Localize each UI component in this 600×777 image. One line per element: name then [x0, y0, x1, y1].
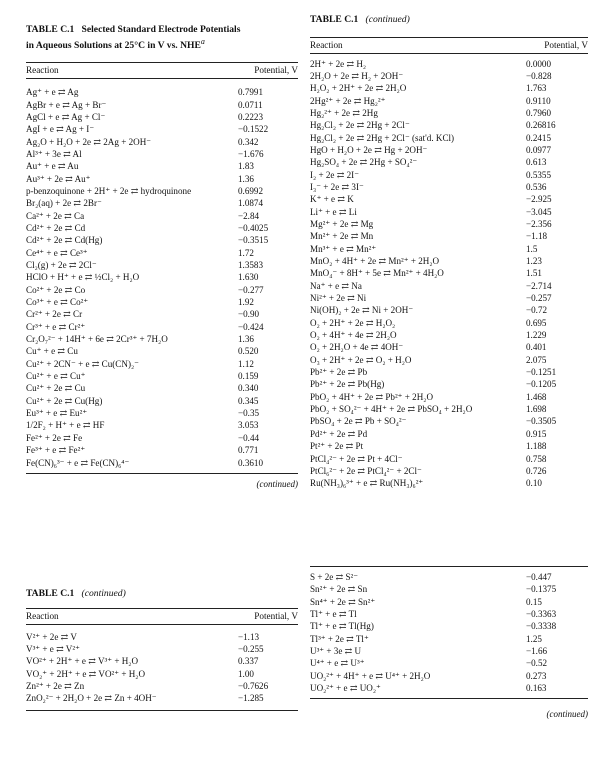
potential-cell: 1.83 [238, 161, 254, 172]
reaction-cell: Mn³⁺ + e ⇄ Mn²⁺ [310, 243, 377, 254]
potential-cell: 1.468 [526, 391, 547, 402]
table-row [310, 329, 588, 341]
potential-cell: −0.90 [238, 309, 260, 320]
table-row [310, 583, 588, 595]
header-reaction: Reaction [26, 65, 59, 76]
table-row [310, 95, 588, 107]
reaction-cell: Ag₂O + H₂O + 2e ⇄ 2Ag + 2OH⁻ [26, 136, 152, 147]
table-row [310, 354, 588, 366]
potential-cell: 1.3583 [238, 260, 264, 270]
potential-cell: 1.51 [526, 268, 542, 279]
table-row [26, 432, 298, 444]
table-row [26, 321, 298, 333]
potential-cell: 1.188 [526, 441, 547, 452]
potential-cell: 2.075 [526, 354, 547, 365]
reaction-cell: U⁴⁺ + e ⇄ U³⁺ [310, 658, 365, 669]
reaction-cell: Sn⁴⁺ + 2e ⇄ Sn²⁺ [310, 596, 376, 607]
potential-cell: −2.84 [238, 210, 260, 221]
reaction-cell: 2H₂O + 2e ⇄ H₂ + 2OH⁻ [310, 70, 404, 81]
reaction-cell: Au⁺ + e ⇄ Au [26, 161, 79, 172]
reaction-cell: V³⁺ + e ⇄ V²⁺ [26, 643, 80, 654]
potential-cell: −0.1522 [238, 124, 269, 135]
potential-cell: 0.2223 [238, 111, 264, 122]
potential-cell: 0.273 [526, 670, 547, 681]
reaction-cell: 2Hg²⁺ + 2e ⇄ Hg₂²⁺ [310, 95, 386, 106]
caption-label: TABLE C.1 [26, 24, 75, 35]
reaction-cell: Mg²⁺ + 2e ⇄ Mg [310, 218, 374, 229]
reaction-cell: AgCl + e ⇄ Ag + Cl⁻ [26, 111, 106, 122]
table-c1-continued-right [310, 14, 588, 490]
reaction-cell: PbSO₄ + 2e ⇄ Pb + SO₄²⁻ [310, 416, 407, 427]
table-row [310, 230, 588, 242]
potential-cell: 1.36 [238, 173, 254, 184]
potential-cell: 0.6992 [238, 185, 264, 196]
table-row [310, 366, 588, 378]
potential-cell: −0.3338 [526, 621, 557, 632]
table-row [310, 403, 588, 415]
reaction-cell: Fe³⁺ + e ⇄ Fe²⁺ [26, 445, 86, 456]
potential-cell: 0.345 [238, 395, 259, 406]
reaction-cell: Cr²⁺ + 2e ⇄ Cr [26, 309, 83, 320]
potential-cell: −0.44 [238, 432, 260, 443]
potential-cell: −0.35 [238, 408, 260, 419]
table-bottom-rule [310, 698, 588, 699]
potential-cell: −0.52 [526, 658, 548, 669]
reaction-cell: Ag⁺ + e ⇄ Ag [26, 87, 79, 98]
potential-cell: −2.714 [526, 280, 552, 291]
potential-cell: −1.285 [238, 693, 264, 704]
potential-cell: 0.337 [238, 656, 259, 667]
reaction-cell: ZnO₂²⁻ + 2H₂O + 2e ⇄ Zn + 4OH⁻ [26, 693, 157, 704]
reaction-cell: MnO₂ + 4H⁺ + 2e ⇄ Mn²⁺ + 2H₂O [310, 256, 440, 266]
table-row [310, 571, 588, 583]
reaction-cell: Eu³⁺ + e ⇄ Eu²⁺ [26, 408, 88, 419]
table-row [310, 391, 588, 403]
table-row [26, 296, 298, 308]
potential-cell: −2.925 [526, 194, 552, 205]
potential-cell: −0.1205 [526, 379, 557, 390]
table-row [310, 596, 588, 608]
reaction-cell: Tl⁺ + e ⇄ Tl(Hg) [310, 621, 374, 632]
potential-cell: 0.2415 [526, 132, 552, 143]
reaction-cell: S + 2e ⇄ S²⁻ [310, 572, 359, 582]
table-row [310, 243, 588, 255]
reaction-cell: VO²⁺ + 2H⁺ + e ⇄ V³⁺ + H₂O [26, 656, 139, 667]
header-potential: Potential, V [254, 610, 298, 621]
potential-cell: −1.18 [526, 231, 548, 242]
reaction-cell: Hg₂Cl₂ + 2e ⇄ 2Hg + 2Cl⁻ [310, 120, 410, 131]
header-potential: Potential, V [254, 65, 298, 76]
reaction-cell: O₂ + 2H₂O + 4e ⇄ 4OH⁻ [310, 342, 404, 353]
potential-cell: −0.424 [238, 321, 264, 332]
table-row [26, 123, 298, 135]
caption-continued: (continued) [81, 588, 126, 599]
reaction-cell: Cu²⁺ + 2CN⁻ + e ⇄ Cu(CN)₂⁻ [26, 358, 139, 369]
potential-cell: 1.00 [238, 668, 254, 679]
table-row [310, 304, 588, 316]
table-row [310, 608, 588, 620]
reaction-cell: Cu²⁺ + 2e ⇄ Cu(Hg) [26, 395, 103, 406]
potential-cell: 1.630 [238, 272, 259, 283]
table-row [310, 107, 588, 119]
table-row [310, 267, 588, 279]
table-body [310, 58, 588, 490]
potential-cell: 0.10 [526, 478, 542, 489]
table-row [310, 453, 588, 465]
table-row [310, 132, 588, 144]
reaction-cell: V²⁺ + 2e ⇄ V [26, 631, 77, 642]
potential-cell: 0.613 [526, 157, 547, 168]
reaction-cell: Cr₂O₇²⁻ + 14H⁺ + 6e ⇄ 2Cr³⁺ + 7H₂O [26, 334, 168, 345]
reaction-cell: Cu²⁺ + e ⇄ Cu⁺ [26, 371, 86, 382]
table-row [26, 692, 298, 704]
table-body [26, 86, 298, 469]
reaction-cell: Hg₂SO₄ + 2e ⇄ 2Hg + SO₄²⁻ [310, 157, 418, 168]
potential-cell: 1.229 [526, 330, 547, 341]
potential-cell: 1.36 [238, 334, 254, 345]
reaction-cell: p-benzoquinone + 2H⁺ + 2e ⇄ hydroquinone [26, 185, 192, 196]
reaction-cell: HgO + H₂O + 2e ⇄ Hg + 2OH⁻ [310, 144, 428, 155]
reaction-cell: Cd²⁺ + 2e ⇄ Cd [26, 222, 86, 233]
potential-cell: 0.15 [526, 596, 542, 607]
table-row [26, 173, 298, 185]
potential-cell: 0.520 [238, 346, 259, 357]
potential-cell: 0.771 [238, 445, 259, 456]
table-row [26, 407, 298, 419]
table-row [26, 136, 298, 148]
potential-cell: 0.3610 [238, 457, 264, 468]
potential-cell: −2.356 [526, 218, 552, 229]
table-caption [26, 24, 298, 51]
table-header [310, 37, 588, 54]
reaction-cell: Hg₂²⁺ + 2e ⇄ 2Hg [310, 107, 378, 118]
table-row [310, 292, 588, 304]
table-row [310, 645, 588, 657]
continued-note: (continued) [546, 709, 588, 720]
potential-cell: 0.0711 [238, 99, 263, 110]
reaction-cell: H₂O₂ + 2H⁺ + 2e ⇄ 2H₂O [310, 83, 407, 94]
table-row [26, 271, 298, 283]
potential-cell: −0.3363 [526, 609, 557, 620]
table-row [310, 70, 588, 82]
table-row [26, 160, 298, 172]
table-caption [26, 588, 298, 600]
reaction-cell: Ni(OH)₂ + 2e ⇄ Ni + 2OH⁻ [310, 305, 414, 316]
potential-cell: 0.5355 [526, 169, 552, 180]
table-caption [310, 14, 588, 26]
table-header [26, 608, 298, 625]
table-row [26, 395, 298, 407]
reaction-cell: O₃ + 2H⁺ + 2e ⇄ O₂ + H₂O [310, 354, 412, 365]
reaction-cell: Tl³⁺ + 2e ⇄ Tl⁺ [310, 633, 369, 644]
reaction-cell: 1/2F₂ + H⁺ + e ⇄ HF [26, 420, 105, 431]
potential-cell: 0.726 [526, 465, 547, 476]
table-row [310, 144, 588, 156]
table-row [26, 234, 298, 246]
caption-label: TABLE C.1 [310, 14, 359, 25]
table-row [310, 620, 588, 632]
table-row [26, 655, 298, 667]
reaction-cell: O₂ + 4H⁺ + 4e ⇄ 2H₂O [310, 330, 397, 341]
potential-cell: 1.12 [238, 358, 254, 369]
table-row [26, 370, 298, 382]
header-reaction: Reaction [310, 39, 343, 50]
potential-cell: 1.92 [238, 297, 254, 308]
table-bottom-rule [26, 473, 298, 474]
table-row [310, 440, 588, 452]
table-row [26, 419, 298, 431]
reaction-cell: Ca²⁺ + 2e ⇄ Ca [26, 210, 85, 221]
reaction-cell: Fe²⁺ + 2e ⇄ Fe [26, 432, 83, 443]
reaction-cell: K⁺ + e ⇄ K [310, 194, 354, 205]
reaction-cell: Pb²⁺ + 2e ⇄ Pb(Hg) [310, 379, 385, 390]
table-row [26, 259, 298, 271]
potential-cell: 0.915 [526, 428, 547, 439]
reaction-cell: Mn²⁺ + 2e ⇄ Mn [310, 231, 374, 242]
reaction-cell: I₂ + 2e ⇄ 2I⁻ [310, 169, 359, 180]
reaction-cell: UO₂²⁺ + e ⇄ UO₂⁺ [310, 683, 381, 694]
reaction-cell: PtCl₄²⁻ + 2e ⇄ Pt + 4Cl⁻ [310, 453, 403, 464]
table-row [310, 428, 588, 440]
table-row [26, 631, 298, 643]
potential-cell: 0.342 [238, 136, 259, 147]
potential-cell: −1.13 [238, 631, 260, 642]
table-header [26, 62, 298, 79]
reaction-cell: Cl₂(g) + 2e ⇄ 2Cl⁻ [26, 260, 97, 270]
table-row [26, 668, 298, 680]
reaction-cell: Cr³⁺ + e ⇄ Cr²⁺ [26, 321, 86, 332]
reaction-cell: Sn²⁺ + 2e ⇄ Sn [310, 584, 368, 595]
table-row [310, 193, 588, 205]
table-row [310, 255, 588, 267]
table-body [26, 631, 298, 705]
potential-cell: 0.758 [526, 453, 547, 464]
potential-cell: 0.26816 [526, 120, 556, 131]
potential-cell: 0.9110 [526, 95, 551, 106]
table-row [26, 444, 298, 456]
potential-cell: −0.7626 [238, 680, 269, 691]
potential-cell: −0.255 [238, 643, 264, 654]
table-row [310, 682, 588, 694]
potential-cell: 0.536 [526, 181, 547, 192]
table-row [26, 345, 298, 357]
reaction-cell: Ce⁴⁺ + e ⇄ Ce³⁺ [26, 247, 88, 258]
table-row [310, 169, 588, 181]
reaction-cell: Co²⁺ + 2e ⇄ Co [26, 284, 86, 295]
potential-cell: 0.7991 [238, 87, 264, 98]
potential-cell: 0.695 [526, 317, 547, 328]
table-row [26, 333, 298, 345]
potential-cell: −0.828 [526, 70, 552, 81]
reaction-cell: Ru(NH₃)₆³⁺ + e ⇄ Ru(NH₃)₆²⁺ [310, 478, 424, 489]
continued-note: (continued) [256, 478, 298, 489]
potential-cell: 0.340 [238, 383, 259, 394]
table-row [26, 197, 298, 209]
potential-cell: −0.3515 [238, 235, 269, 246]
potential-cell: −0.447 [526, 572, 552, 582]
table-row [310, 633, 588, 645]
table-top-rule [310, 566, 588, 567]
reaction-cell: Co³⁺ + e ⇄ Co²⁺ [26, 297, 89, 308]
table-row [310, 415, 588, 427]
reaction-cell: AgBr + e ⇄ Ag + Br⁻ [26, 99, 107, 110]
table-row [310, 280, 588, 292]
table-row [310, 181, 588, 193]
reaction-cell: 2H⁺ + 2e ⇄ H₂ [310, 58, 367, 69]
potential-cell: −0.4025 [238, 222, 269, 233]
table-row [26, 111, 298, 123]
caption-title-line1: Selected Standard Electrode Potentials [81, 24, 241, 35]
table-row [26, 99, 298, 111]
table-row [310, 657, 588, 669]
reaction-cell: PtCl₆²⁻ + 2e ⇄ PtCl₄²⁻ + 2Cl⁻ [310, 465, 422, 476]
potential-cell: −0.257 [526, 293, 552, 304]
reaction-cell: Zn²⁺ + 2e ⇄ Zn [26, 680, 85, 691]
table-bottom-rule [26, 710, 298, 711]
reaction-cell: Hg₂Cl₂ + 2e ⇄ 2Hg + 2Cl⁻ (sat'd. KCl) [310, 132, 455, 143]
table-row [26, 643, 298, 655]
table-row [26, 358, 298, 370]
table-row [26, 680, 298, 692]
potential-cell: 0.0977 [526, 144, 552, 155]
reaction-cell: Fe(CN)₆³⁻ + e ⇄ Fe(CN)₆⁴⁻ [26, 457, 130, 468]
table-c1-continued-right-2 [310, 566, 588, 719]
table-row [26, 222, 298, 234]
reaction-cell: Cu⁺ + e ⇄ Cu [26, 346, 78, 357]
header-potential: Potential, V [544, 39, 588, 50]
reaction-cell: Pt²⁺ + 2e ⇄ Pt [310, 441, 364, 452]
table-row [26, 382, 298, 394]
table-row [26, 284, 298, 296]
reaction-cell: Li⁺ + e ⇄ Li [310, 206, 357, 217]
header-reaction: Reaction [26, 610, 59, 621]
potential-cell: −0.1375 [526, 584, 557, 595]
potential-cell: 0.0000 [526, 58, 552, 69]
reaction-cell: Na⁺ + e ⇄ Na [310, 280, 362, 291]
potential-cell: 1.698 [526, 404, 547, 415]
potential-cell: −0.3505 [526, 416, 557, 427]
table-row [26, 308, 298, 320]
table-row [26, 247, 298, 259]
reaction-cell: Br₂(aq) + 2e ⇄ 2Br⁻ [26, 198, 102, 209]
table-row [310, 82, 588, 94]
table-row [310, 378, 588, 390]
table-row [310, 465, 588, 477]
potential-cell: 0.163 [526, 683, 547, 694]
table-row [310, 477, 588, 489]
reaction-cell: HClO + H⁺ + e ⇄ ½Cl₂ + H₂O [26, 272, 140, 283]
reaction-cell: Cd²⁺ + 2e ⇄ Cd(Hg) [26, 235, 103, 246]
potential-cell: −3.045 [526, 206, 552, 217]
table-row [26, 148, 298, 160]
reaction-cell: PbO₂ + 4H⁺ + 2e ⇄ Pb²⁺ + 2H₂O [310, 391, 434, 402]
reaction-cell: O₂ + 2H⁺ + 2e ⇄ H₂O₂ [310, 317, 396, 328]
table-row [26, 86, 298, 98]
table-row [26, 185, 298, 197]
potential-cell: 1.23 [526, 256, 542, 266]
caption-label: TABLE C.1 [26, 588, 75, 599]
caption-title-line2: in Aqueous Solutions at 25°C in V vs. NHE [26, 39, 201, 51]
potential-cell: 1.763 [526, 83, 547, 94]
reaction-cell: Al³⁺ + 3e ⇄ Al [26, 148, 82, 159]
potential-cell: 1.72 [238, 247, 254, 258]
potential-cell: 1.5 [526, 243, 538, 254]
reaction-cell: Ni²⁺ + 2e ⇄ Ni [310, 293, 367, 304]
table-row [310, 341, 588, 353]
potential-cell: 0.159 [238, 371, 259, 382]
potential-cell: −0.277 [238, 284, 264, 295]
potential-cell: 1.0874 [238, 198, 264, 209]
caption-continued: (continued) [365, 14, 410, 25]
reaction-cell: UO₂²⁺ + 4H⁺ + e ⇄ U⁴⁺ + 2H₂O [310, 670, 431, 681]
reaction-cell: Pb²⁺ + 2e ⇄ Pb [310, 367, 368, 378]
caption-footnote-mark: a [200, 36, 205, 46]
reaction-cell: AgI + e ⇄ Ag + I⁻ [26, 124, 95, 135]
table-row [310, 317, 588, 329]
potential-cell: −1.676 [238, 148, 264, 159]
table-row [26, 457, 298, 469]
reaction-cell: Tl⁺ + e ⇄ Tl [310, 609, 357, 620]
potential-cell: −1.66 [526, 646, 548, 657]
potential-cell: 3.053 [238, 420, 259, 431]
table-c1-continued-left [26, 588, 298, 711]
table-row [310, 670, 588, 682]
table-c1-main [26, 24, 298, 489]
potential-cell: −0.1251 [526, 367, 557, 378]
potential-cell: 0.7960 [526, 107, 552, 118]
table-row [310, 58, 588, 70]
reaction-cell: I₃⁻ + 2e ⇄ 3I⁻ [310, 181, 364, 192]
potential-cell: −0.72 [526, 305, 548, 316]
potential-cell: 1.25 [526, 633, 542, 644]
table-row [310, 206, 588, 218]
reaction-cell: PbO₂ + SO₄²⁻ + 4H⁺ + 2e ⇄ PbSO₄ + 2H₂O [310, 404, 473, 415]
reaction-cell: Cu²⁺ + 2e ⇄ Cu [26, 383, 86, 394]
reaction-cell: U³⁺ + 3e ⇄ U [310, 646, 362, 657]
potential-cell: 0.401 [526, 342, 547, 353]
reaction-cell: VO₂⁺ + 2H⁺ + e ⇄ VO²⁺ + H₂O [26, 668, 146, 679]
table-row [26, 210, 298, 222]
table-body [310, 571, 588, 694]
table-row [310, 119, 588, 131]
reaction-cell: Au³⁺ + 2e ⇄ Au⁺ [26, 173, 91, 184]
reaction-cell: MnO₄⁻ + 8H⁺ + 5e ⇄ Mn²⁺ + 4H₂O [310, 268, 444, 279]
table-row [310, 156, 588, 168]
table-row [310, 218, 588, 230]
reaction-cell: Pd²⁺ + 2e ⇄ Pd [310, 428, 368, 439]
